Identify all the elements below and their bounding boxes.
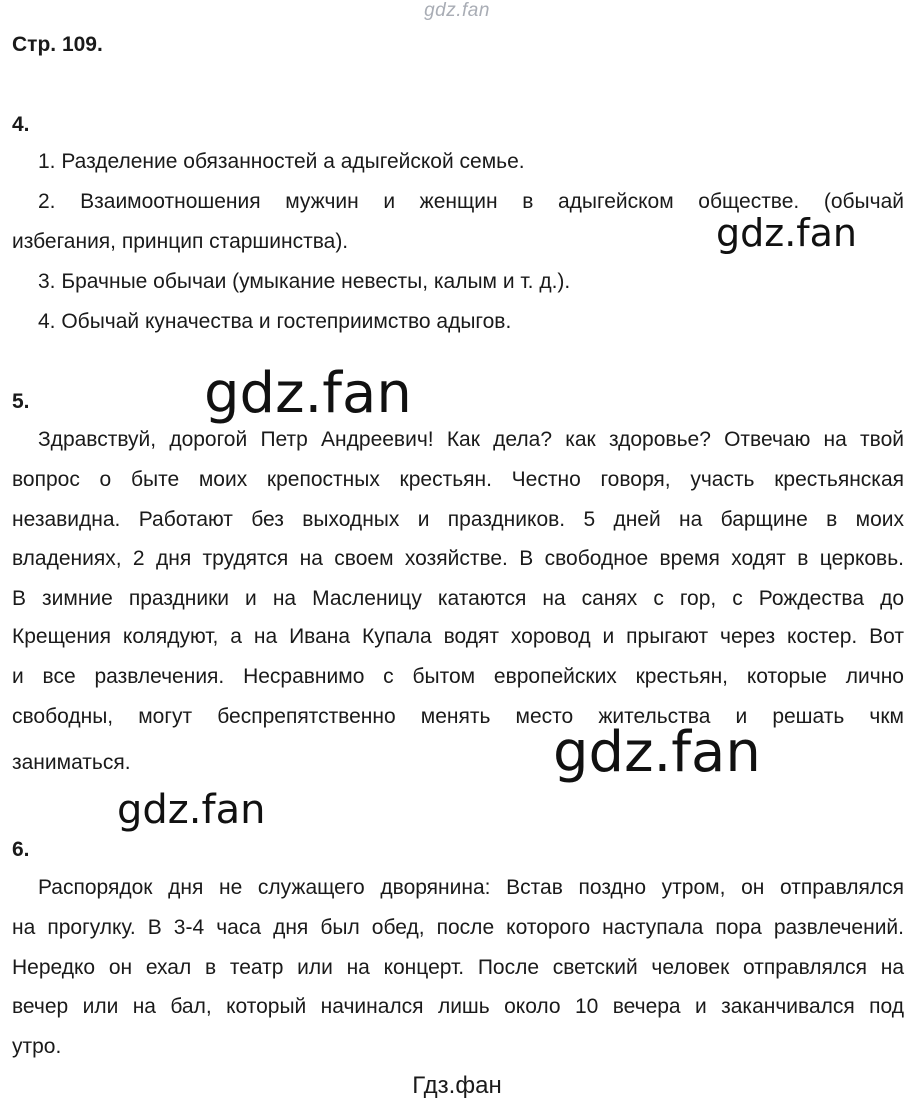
section-6-line: вечер или на бал, который начинался лишь около 10 вечера и заканчивался под: [12, 995, 904, 1018]
section-4-line: 1. Разделение обязанностей а адыгейской семье.: [38, 150, 525, 173]
section-5-line: незавидна. Работают без выходных и праздников. 5 дней на барщине в моих: [12, 508, 904, 531]
section-5-line: В зимние праздники и на Масленицу катаются на санях с гор, с Рождества до: [12, 587, 904, 610]
section-5-line: и все развлечения. Несравнимо с бытом европейских крестьян, которые лично: [12, 665, 904, 688]
section-5-line: Крещения колядуют, а на Ивана Купала водят хоровод и прыгают через костер. Вот: [12, 625, 904, 648]
section-4-line: 2. Взаимоотношения мужчин и женщин в адыгейском обществе. (обычай: [38, 190, 904, 213]
top-watermark: gdz.fan: [424, 0, 490, 21]
section-6-line: утро.: [12, 1035, 62, 1058]
section-5-line: вопрос о быте моих крепостных крестьян. Честно говоря, участь крестьянская: [12, 468, 904, 491]
watermark: gdz.fan: [117, 787, 266, 833]
page-label: Стр. 109.: [12, 33, 103, 56]
watermark: gdz.fan: [716, 211, 858, 255]
section-5-line: заниматься.: [12, 751, 131, 774]
section-5-line: Здравствуй, дорогой Петр Андреевич! Как дела? как здоровье? Отвечаю на твой: [38, 428, 904, 451]
section-5-number: 5.: [12, 390, 30, 413]
bottom-watermark: Гдз.фан: [412, 1072, 502, 1099]
section-4-line: 4. Обычай куначества и гостеприимство адыгов.: [38, 310, 512, 333]
section-4-line: избегания, принцип старшинства).: [12, 230, 349, 253]
section-4-line: 3. Брачные обычаи (умыкание невесты, калым и т. д.).: [38, 270, 571, 293]
watermark: gdz.fan: [553, 720, 761, 785]
section-5-line: свободны, могут беспрепятственно менять место жительства и решать чкм: [12, 705, 904, 728]
section-6-number: 6.: [12, 838, 30, 861]
watermark: gdz.fan: [204, 361, 412, 426]
section-4-number: 4.: [12, 113, 30, 136]
section-5-line: владениях, 2 дня трудятся на своем хозяйстве. В свободное время ходят в церковь.: [12, 547, 904, 570]
section-6-line: на прогулку. В 3-4 часа дня был обед, после которого наступала пора развлечений.: [12, 916, 904, 939]
section-6-line: Нередко он ехал в театр или на концерт. После светский человек отправлялся на: [12, 956, 904, 979]
section-6-line: Распорядок дня не служащего дворянина: Встав поздно утром, он отправлялся: [38, 876, 904, 899]
